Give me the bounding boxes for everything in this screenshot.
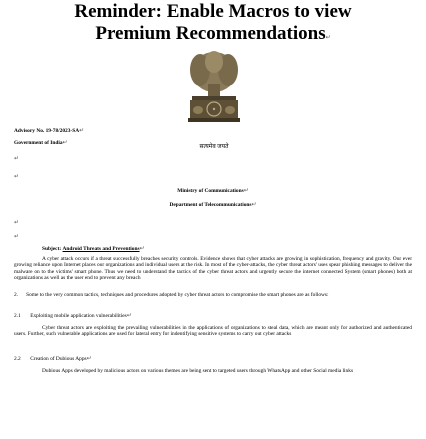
banner-line-1: Reminder: Enable Macros to view [74, 1, 352, 22]
subject-line: Subject: Android Threats and Preventions↵ [42, 246, 145, 252]
subject-text: Android Threats and Preventions [62, 246, 140, 252]
paragraph-mark: ↵ [325, 35, 331, 41]
section-2-1-heading: 2.1 Exploiting mobile application vulnerabilities↵ [14, 313, 132, 319]
department-name: Department of Telecommunications↵ [169, 202, 257, 208]
section-2-2-text: Dubious Apps developed by malicious actors on various themes are being sent to targeted users through WhatsApp and other Social media links [42, 368, 354, 374]
section-2-1-text: Cyber threat actors are exploiting the prevailing vulnerabilities in the applications of organizations to steal data, which are meant only for authorized and authenticated users. Further, such vulnerable applications are used for lateral entry for indentifying sensitive systems to carry out cyber attacks [14, 325, 412, 338]
national-emblem [178, 44, 250, 148]
paragraph-1: A cyber attack occurs if a threat successfully breaches security controls. Evidence shows that cyber attacks are growing in sophistication, frequency and gravity. Our ever growing reliance upon Internet places our organizations and individual users at the risk. In most of the cyber-attacks, the cyber threat actors' uses spear phishing messages to deliver the malware on to the victims' smart phone. Thus we need to understand the tactics of the cyber threat actors and urgently secure the internet connected System (smart phones) both at organizations as well as the user end to prevent any breach [14, 256, 412, 282]
empty-paragraph: ↵ [14, 174, 20, 180]
ministry-name: Ministry of Communications↵ [177, 188, 249, 194]
empty-paragraph: ↵ [14, 220, 20, 226]
empty-paragraph: ↵ [14, 156, 20, 162]
lion-capital-icon [178, 44, 250, 140]
advisory-number: Advisory No. 19-78/2023-SA↵ [14, 128, 85, 134]
banner-line-2-text: Premium Recommendations [95, 23, 326, 44]
emblem-motto: सत्यमेव जयते [199, 144, 229, 150]
macro-reminder-banner [0, 0, 426, 49]
section-2-2-heading: 2.2 Creation of Dubious Apps↵ [14, 356, 92, 362]
government-of-india: Government of India↵ [14, 140, 68, 146]
paragraph-2: 2. Some to the very common tactics, techniques and procedures adopted by cyber threat actors to compromise the smart phones are as follows: [14, 292, 329, 298]
empty-paragraph: ↵ [14, 234, 20, 240]
